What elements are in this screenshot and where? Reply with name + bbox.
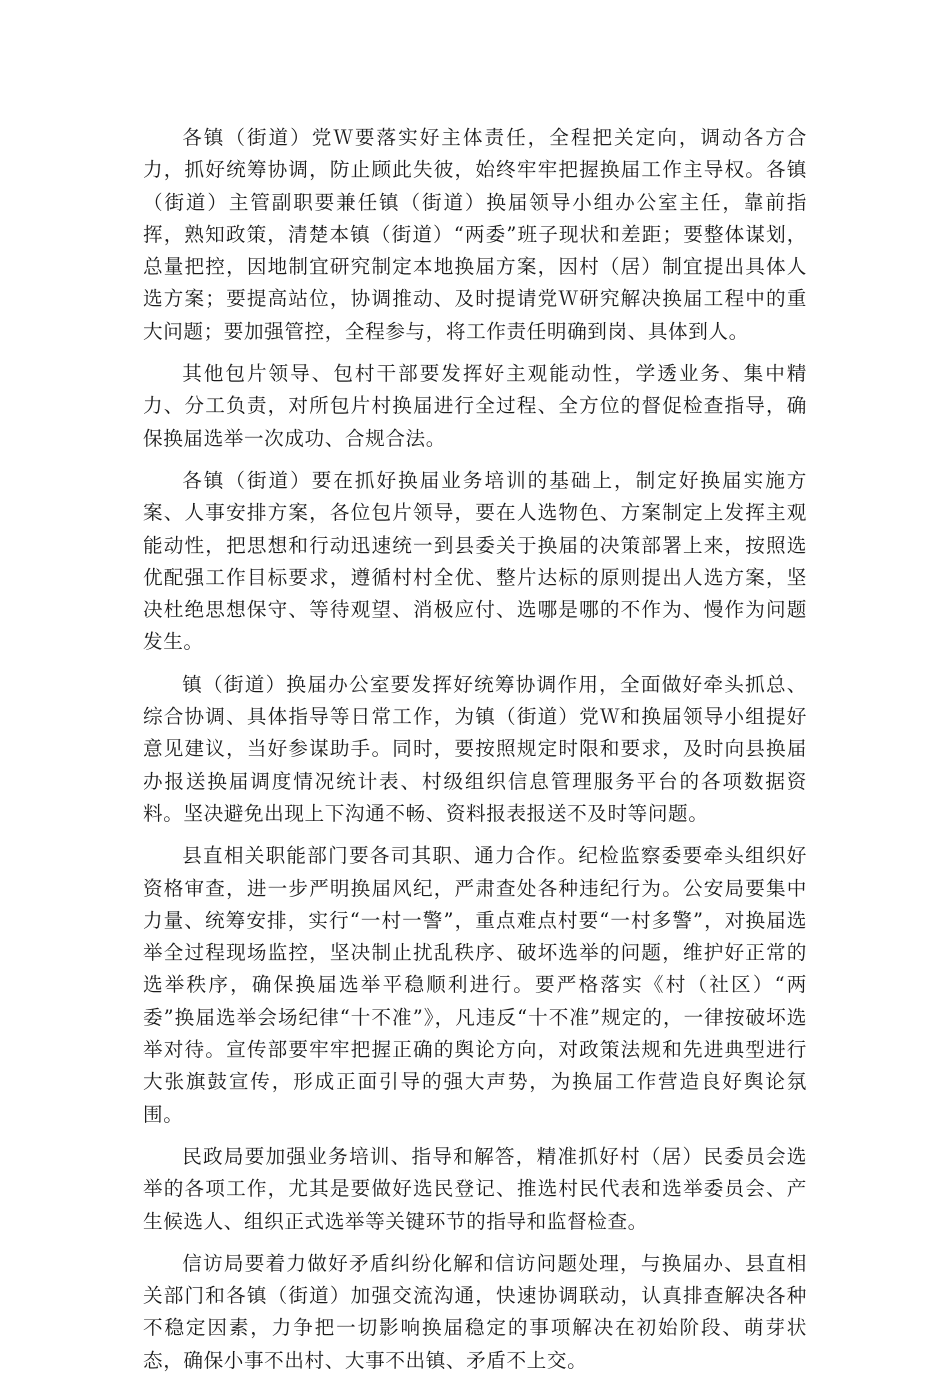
paragraph-town-plans: 各镇（街道）要在抓好换届业务培训的基础上，制定好换届实施方案、人事安排方案，各位包片领导，要在人选物色、方案制定上发挥主观能动性，把思想和行动迅速统一到县委关于换届的决策部署上来，按照选优配强工作目标要求，遵循村村全优、整片达标的原则提出人选方案，坚决杜绝思想保守、等待观望、消极应付、选哪是哪的不作为、慢作为问题发生。: [143, 468, 807, 654]
paragraph-civil-affairs: 民政局要加强业务培训、指导和解答，精准抓好村（居）民委员会选举的各项工作，尤其是要做好选民登记、推选村民代表和选举委员会、产生候选人、组织正式选举等关键环节的指导和监督检查。: [143, 1144, 807, 1233]
document-body: [143, 122, 807, 1387]
paragraph-leaders-cadres: 其他包片领导、包村干部要发挥好主观能动性，学透业务、集中精力、分工负责，对所包片村换届进行全过程、全方位的督促检查指导，确保换届选举一次成功、合规合法。: [143, 362, 807, 450]
paragraph-party-responsibility: 各镇（街道）党Ｗ要落实好主体责任，全程把关定向，调动各方合力，抓好统筹协调，防止顾此失彼，始终牢牢把握换届工作主导权。各镇（街道）主管副职要兼任镇（街道）换届领导小组办公室主任，靠前指挥，熟知政策，清楚本镇（街道）“两委”班子现状和差距；要整体谋划，总量把控，因地制宜研究制定本地换届方案，因村（居）制宜提出具体人选方案；要提高站位，协调推动、及时提请党Ｗ研究解决换届工程中的重大问题；要加强管控，全程参与，将工作责任明确到岗、具体到人。: [143, 126, 807, 343]
paragraph-election-office: 镇（街道）换届办公室要发挥好统筹协调作用，全面做好牵头抓总、综合协调、具体指导等日常工作，为镇（街道）党Ｗ和换届领导小组提好意见建议，当好参谋助手。同时，要按照规定时限和要求，及时向县换届办报送换届调度情况统计表、村级组织信息管理服务平台的各项数据资料。坚决避免出现上下沟通不畅、资料报表报送不及时等问题。: [143, 672, 807, 825]
paragraph-county-departments: 县直相关职能部门要各司其职、通力合作。纪检监察委要牵头组织好资格审查，进一步严明换届风纪，严肃查处各种违纪行为。公安局要集中力量、统筹安排，实行“一村一警”，重点难点村要“一村多警”，对换届选举全过程现场监控，坚决制止扰乱秩序、破坏选举的问题，维护好正常的选举秩序，确保换届选举平稳顺利进行。要严格落实《村（社区）“两委”换届选举会场纪律“十不准”》，凡违反“十不准”规定的，一律按破坏选举对待。宣传部要牢牢把握正确的舆论方向，对政策法规和先进典型进行大张旗鼓宣传，形成正面引导的强大声势，为换届工作营造良好舆论氛围。: [143, 844, 807, 1126]
paragraph-petition-bureau: 信访局要着力做好矛盾纠纷化解和信访问题处理，与换届办、县直相关部门和各镇（街道）加强交流沟通，快速协调联动，认真排查解决各种不稳定因素，力争把一切影响换届稳定的事项解决在初始阶段、萌芽状态，确保小事不出村、大事不出镇、矛盾不上交。: [143, 1251, 807, 1372]
